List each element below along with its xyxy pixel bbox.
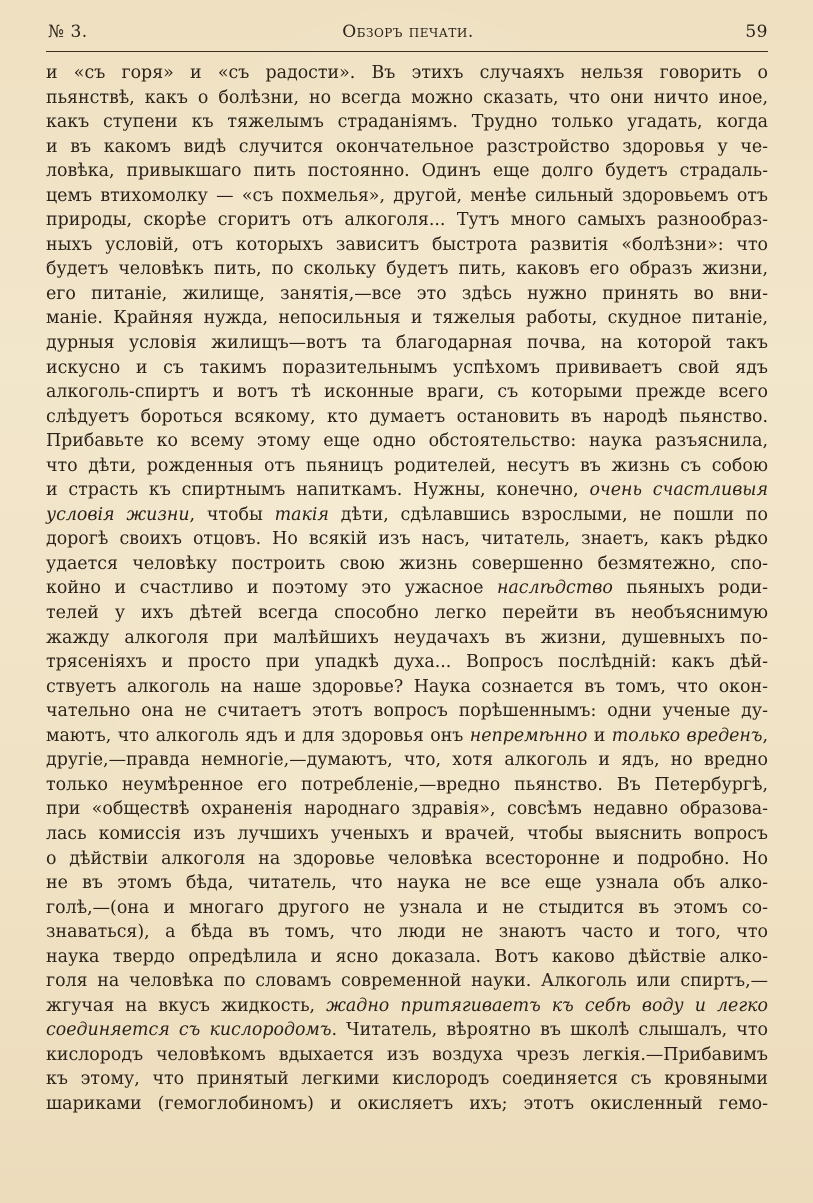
text-line bbox=[46, 1018, 768, 1043]
text-run: голя на человѣка по словамъ современной науки. Алкоголь или спиртъ,— bbox=[46, 971, 768, 992]
text-line bbox=[46, 331, 768, 356]
text-run: другіе,—правда немногіе,—думаютъ, что, хотя алкоголь и ядъ, но вредно bbox=[46, 750, 768, 771]
text-run: алкоголь-спиртъ и вотъ тѣ исконные враги, съ которыми прежде всего bbox=[46, 382, 768, 403]
emphasis-run: жадно притягиваетъ къ себѣ воду и легко bbox=[326, 995, 768, 1016]
text-run: и въ какомъ видѣ случится окончательное разстройство здоровья у че- bbox=[46, 136, 768, 157]
emphasis-run: соединяется съ кислородомъ bbox=[46, 1020, 332, 1041]
text-run: ловѣка, привыкшаго пить постоянно. Одинъ еще долго будетъ страдаль- bbox=[46, 161, 768, 182]
text-line bbox=[46, 135, 768, 160]
text-line bbox=[46, 208, 768, 233]
text-line bbox=[46, 478, 768, 503]
text-run: удается человѣку построить свою жизнь совершенно безмятежно, спо- bbox=[46, 553, 768, 574]
text-line bbox=[46, 626, 768, 651]
emphasis-run: такія bbox=[274, 504, 329, 525]
text-line bbox=[46, 454, 768, 479]
text-run: кислородъ человѣкомъ вдыхается изъ воздуха чрезъ легкія.—Прибавимъ bbox=[46, 1044, 768, 1065]
text-run: дурныя условія жилищъ—вотъ та благодарная почва, на которой такъ bbox=[46, 333, 768, 354]
text-run: шариками (гемоглобиномъ) и окисляетъ ихъ; этотъ окисленный гемо- bbox=[46, 1093, 768, 1114]
text-line bbox=[46, 257, 768, 282]
text-run: искусно и съ такимъ поразительнымъ успѣхомъ прививаетъ свой ядъ bbox=[46, 357, 768, 378]
text-run: жажду алкоголя при малѣйшихъ неудачахъ въ жизни, душевныхъ по- bbox=[46, 627, 768, 648]
emphasis-run: очень счастливыя bbox=[589, 480, 768, 501]
text-run: Прибавьте ко всему этому еще одно обстоятельство: наука разъяснила, bbox=[46, 431, 768, 452]
text-line bbox=[46, 1067, 768, 1092]
text-line bbox=[46, 306, 768, 331]
text-line bbox=[46, 920, 768, 945]
text-run: пьяныхъ роди- bbox=[612, 578, 768, 599]
text-run: дорогѣ своихъ отцовъ. Но всякій изъ насъ, читатель, знаетъ, какъ рѣдко bbox=[46, 529, 768, 550]
text-line bbox=[46, 969, 768, 994]
text-run: маютъ, что алкоголь ядъ и для здоровья онъ bbox=[46, 725, 470, 746]
text-line bbox=[46, 356, 768, 381]
text-line bbox=[46, 86, 768, 111]
text-line bbox=[46, 1092, 768, 1117]
text-run: и bbox=[587, 725, 612, 746]
text-line bbox=[46, 184, 768, 209]
text-run: цемъ втихомолку — «съ похмелья», другой, менѣе сильный здоровьемъ отъ bbox=[46, 185, 768, 206]
emphasis-run: только вреденъ bbox=[611, 725, 763, 746]
issue-number: № 3. bbox=[48, 22, 88, 42]
text-line bbox=[46, 159, 768, 184]
text-line bbox=[46, 405, 768, 430]
text-line bbox=[46, 576, 768, 601]
text-run: къ этому, что принятый легкими кислородъ соединяется съ кровяными bbox=[46, 1069, 768, 1090]
text-run: наука твердо опредѣлила и ясно доказала. Вотъ каково дѣйствіе алко- bbox=[46, 946, 768, 967]
text-run: ныхъ условій, отъ которыхъ зависитъ быстрота развитія «болѣзни»: что bbox=[46, 234, 768, 255]
text-line bbox=[46, 61, 768, 86]
text-run: , bbox=[762, 725, 768, 746]
text-line bbox=[46, 945, 768, 970]
running-header bbox=[48, 22, 768, 48]
text-run: природы, скорѣе сгоритъ отъ алкоголя... Тутъ много самыхъ разнообраз- bbox=[46, 210, 768, 231]
page-number: 59 bbox=[745, 22, 768, 42]
text-line bbox=[46, 871, 768, 896]
text-run: койно и счастливо и поэтому это ужасное bbox=[46, 578, 497, 599]
text-run: жгучая на вкусъ жидкость, bbox=[46, 995, 327, 1016]
text-line bbox=[46, 773, 768, 798]
text-run: чательно она не считаетъ этотъ вопросъ порѣшеннымъ: одни ученые ду- bbox=[46, 701, 768, 722]
text-line bbox=[46, 527, 768, 552]
text-line bbox=[46, 650, 768, 675]
text-line bbox=[46, 675, 768, 700]
text-line bbox=[46, 896, 768, 921]
section-title: Обзоръ печати. bbox=[342, 22, 474, 42]
text-run: какъ ступени къ тяжелымъ страданіямъ. Трудно только угадать, когда bbox=[46, 112, 768, 133]
text-line bbox=[46, 380, 768, 405]
text-line bbox=[46, 601, 768, 626]
text-run: трясеніяхъ и просто при упадкѣ духа... Вопросъ послѣдній: какъ дѣй- bbox=[46, 652, 768, 673]
text-run: слѣдуетъ бороться всякому, кто думаетъ остановить въ народѣ пьянство. bbox=[46, 406, 768, 427]
text-run: знаваться), а бѣда въ томъ, что люди не знаютъ часто и того, что bbox=[46, 922, 768, 943]
text-run: и страсть къ спиртнымъ напиткамъ. Нужны, конечно, bbox=[46, 480, 590, 501]
text-line bbox=[46, 552, 768, 577]
text-run: что дѣти, рожденныя отъ пьяницъ родителей, несутъ въ жизнь съ собою bbox=[46, 455, 768, 476]
text-run: ствуетъ алкоголь на наше здоровье? Наука сознается въ томъ, что окон- bbox=[46, 676, 768, 697]
text-run: дѣти, сдѣлавшись взрослыми, не пошли по bbox=[328, 504, 768, 525]
text-line bbox=[46, 822, 768, 847]
text-run: маніе. Крайняя нужда, непосильныя и тяжелыя работы, скудное питаніе, bbox=[46, 308, 768, 329]
text-run: не въ этомъ бѣда, читатель, что наука не все еще узнала объ алко- bbox=[46, 873, 768, 894]
emphasis-run: условія жизни bbox=[46, 504, 190, 525]
text-run: голѣ,—(она и многаго другого не узнала и не стыдится въ этомъ со- bbox=[46, 897, 768, 918]
text-run: о дѣйствіи алкоголя на здоровье человѣка всесторонне и подробно. Но bbox=[46, 848, 768, 869]
text-run: его питаніе, жилище, занятія,—все это здѣсь нужно принять во вни- bbox=[46, 283, 768, 304]
text-line bbox=[46, 233, 768, 258]
body-text bbox=[46, 61, 768, 1117]
text-run: . Читатель, вѣроятно въ школѣ слышалъ, что bbox=[331, 1020, 769, 1041]
emphasis-run: непремѣнно bbox=[469, 725, 588, 746]
text-run: и «съ горя» и «съ радости». Въ этихъ случаяхъ нельзя говорить о bbox=[46, 63, 768, 83]
header-rule bbox=[46, 51, 768, 52]
text-line bbox=[46, 282, 768, 307]
text-line bbox=[46, 699, 768, 724]
text-line bbox=[46, 503, 768, 528]
text-line bbox=[46, 1043, 768, 1068]
text-line bbox=[46, 994, 768, 1019]
text-line bbox=[46, 724, 768, 749]
text-line bbox=[46, 797, 768, 822]
text-run: , чтобы bbox=[189, 504, 275, 525]
text-run: будетъ человѣкъ пить, по скольку будетъ пить, каковъ его образъ жизни, bbox=[46, 259, 768, 280]
text-run: лась комиссія изъ лучшихъ ученыхъ и врачей, чтобы выяснить вопросъ bbox=[46, 823, 768, 844]
text-line bbox=[46, 748, 768, 773]
emphasis-run: наслѣдство bbox=[496, 578, 613, 599]
text-run: телей у ихъ дѣтей всегда способно легко перейти въ необъяснимую bbox=[46, 603, 768, 624]
text-run: пьянствѣ, какъ о болѣзни, но всегда можно сказать, что они ничто иное, bbox=[46, 87, 768, 108]
text-run: только неумѣренное его потребленіе,—вредно пьянство. Въ Петербургѣ, bbox=[46, 774, 768, 795]
text-run: при «обществѣ охраненія народнаго здравія», совсѣмъ недавно образова- bbox=[46, 799, 768, 820]
text-line bbox=[46, 110, 768, 135]
text-line bbox=[46, 429, 768, 454]
text-line bbox=[46, 847, 768, 872]
